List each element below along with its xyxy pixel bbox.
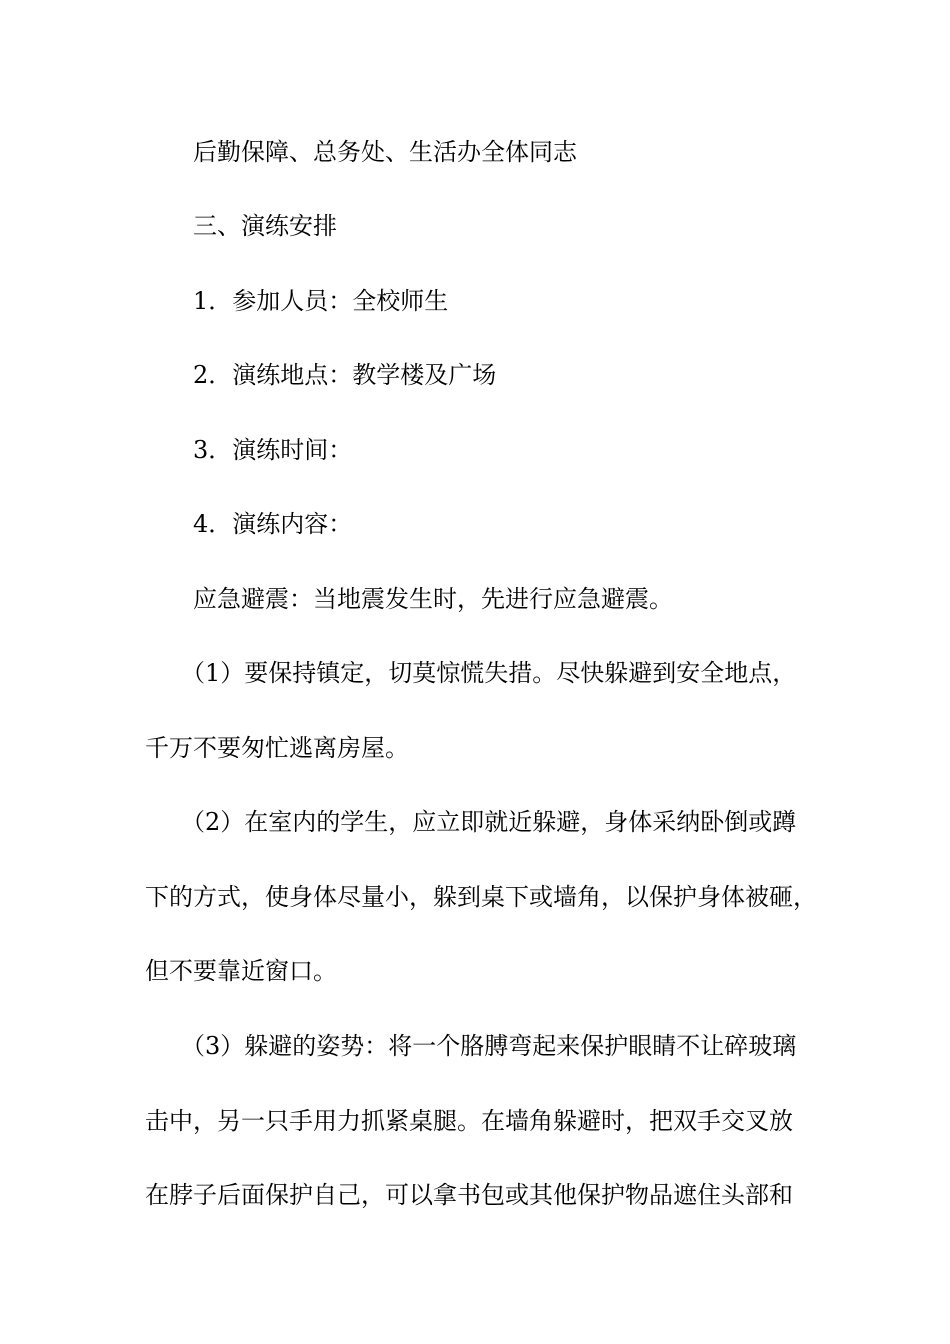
text-line: 后勤保障、总务处、生活办全体同志 <box>193 138 577 166</box>
section-heading: 三、演练安排 <box>193 212 337 240</box>
text-line: 应急避震：当地震发生时，先进行应急避震。 <box>193 585 673 613</box>
list-item: 1．参加人员：全校师生 <box>193 287 449 315</box>
paragraph-line: 在脖子后面保护自己，可以拿书包或其他保护物品遮住头部和 <box>145 1181 793 1209</box>
list-item: 4．演练内容： <box>193 510 353 538</box>
paragraph-line: 击中，另一只手用力抓紧桌腿。在墙角躲避时，把双手交叉放 <box>145 1107 793 1135</box>
paragraph-line: 但不要靠近窗口。 <box>145 957 337 985</box>
paragraph-line: 千万不要匆忙逃离房屋。 <box>145 734 409 762</box>
paragraph-line: （1）要保持镇定，切莫惊慌失措。尽快躲避到安全地点， <box>181 659 797 687</box>
list-item: 2．演练地点：教学楼及广场 <box>193 361 497 389</box>
paragraph-line: （3）躲避的姿势：将一个胳膊弯起来保护眼睛不让碎玻璃 <box>181 1032 797 1060</box>
paragraph-line: （2）在室内的学生，应立即就近躲避，身体采纳卧倒或蹲 <box>181 808 797 836</box>
paragraph-line: 下的方式，使身体尽量小，躲到桌下或墙角，以保护身体被砸， <box>145 883 817 911</box>
list-item: 3．演练时间： <box>193 436 353 464</box>
